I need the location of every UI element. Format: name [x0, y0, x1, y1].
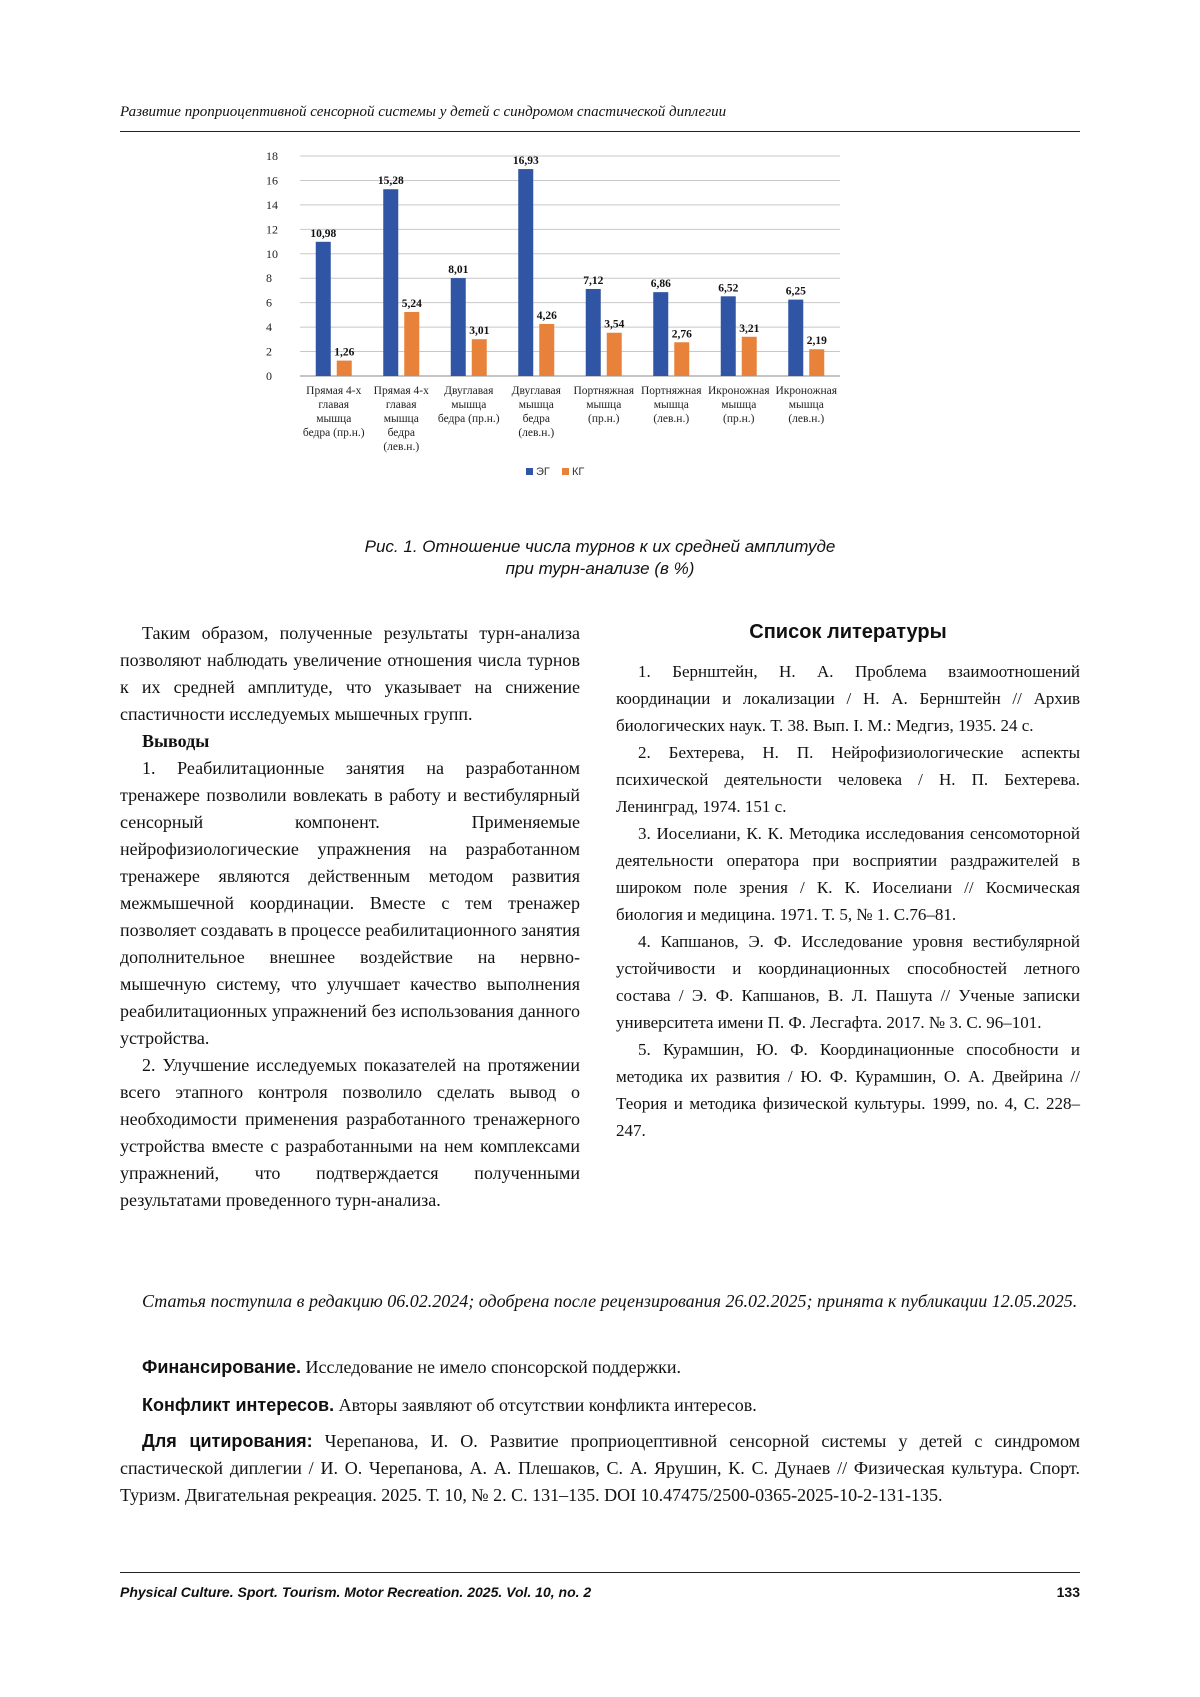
x-tick-label: Прямая 4-х	[306, 385, 362, 397]
y-tick-label: 4	[266, 320, 272, 335]
x-tick-label: Икроножная	[775, 385, 838, 397]
funding-text: Исследование не имело спонсорской поддержки.	[301, 1357, 681, 1377]
x-tick-label: мышца	[316, 413, 352, 425]
citation-statement	[120, 1428, 1080, 1509]
x-tick-label: (лев.н.)	[383, 441, 420, 453]
citation-text: Черепанова, И. О. Развитие проприоцептивной сенсорной системы у детей с синдромом спастической диплегии / И. О. Черепанова, А. А. Плешаков, С. А. Ярушин, К. С. Дунаев // Физическая культура. Спорт. Туризм. Двигательная рекреация. 2025. Т. 10, № 2. С. 131–135. DOI 10.47475/2500-0365-2025-10-2-131-135.	[120, 1431, 1081, 1505]
header-rule	[120, 131, 1080, 132]
x-tick-label: бедра	[387, 427, 415, 439]
y-tick-label: 0	[266, 369, 272, 383]
y-tick-label: 16	[266, 173, 278, 188]
article-dates: Статья поступила в редакцию 06.02.2024; одобрена после рецензирования 26.02.2025; принята к публикации 12.05.2025.	[142, 1291, 1078, 1311]
caption-line-1: Рис. 1. Отношение числа турнов к их средней амплитуде	[364, 537, 836, 556]
data-label: 5,24	[401, 297, 422, 310]
legend-label: КГ	[572, 466, 585, 478]
data-label: 3,01	[469, 325, 490, 338]
bar-eg	[721, 296, 736, 376]
reference-item: 5. Курамшин, Ю. Ф. Координационные способности и методика их развития / Ю. Ф. Курамшин, О. А. Двейрина // Теория и методика физической культуры. 1999, no. 4, С. 228–247.	[616, 1040, 1080, 1140]
bar-kg	[809, 349, 824, 376]
bar-eg	[653, 292, 668, 376]
data-label: 1,26	[334, 346, 355, 359]
bar-eg	[586, 289, 601, 376]
bar-eg	[788, 300, 803, 376]
data-label: 10,98	[310, 227, 337, 240]
x-tick-label: бедра (пр.н.)	[437, 413, 500, 425]
x-tick-label: главая	[385, 399, 417, 411]
x-tick-label: мышца	[518, 399, 554, 411]
caption-line-2: при турн-анализе (в %)	[505, 559, 695, 578]
x-tick-label: мышца	[653, 399, 689, 411]
bar-kg	[539, 324, 554, 376]
y-tick-label: 14	[266, 197, 278, 212]
data-label: 2,76	[671, 328, 692, 341]
x-tick-label: Прямая 4-х	[373, 385, 429, 397]
footer-journal: Physical Culture. Sport. Tourism. Motor Recreation. 2025. Vol. 10, no. 2	[120, 1584, 592, 1600]
x-tick-label: (лев.н.)	[788, 413, 825, 425]
x-tick-label: (лев.н.)	[653, 413, 690, 425]
funding-label: Финансирование.	[142, 1357, 302, 1377]
data-label: 16,93	[512, 155, 539, 168]
page-number: 133	[1056, 1584, 1080, 1600]
bar-eg	[518, 169, 533, 376]
x-tick-label: мышца	[586, 399, 622, 411]
x-tick-label: мышца	[788, 399, 824, 411]
data-label: 3,54	[604, 318, 625, 331]
x-tick-label: главая	[318, 399, 350, 411]
legend-swatch	[562, 468, 569, 475]
bar-kg	[674, 342, 689, 376]
reference-item: 2. Бехтерева, Н. П. Нейрофизиологические аспекты психической деятельности человека / Н. П. Бехтерева. Ленинград, 1974. 151 с.	[616, 743, 1080, 816]
conclusion-1: 1. Реабилитационные занятия на разработанном тренажере позволили вовлекать в работу и вестибулярный сенсорный компонент. Применяемые нейрофизиологические упражнения на разработанном тренажере являются действенным методом развития межмышечной координации. Вместе с тем тренажер позволяет создавать в процессе реабилитационного занятия дополнительное внешнее воздействие на нервно-мышечную систему, что улучшает качество выполнения реабилитационных упражнений без использования данного устройства.	[120, 758, 580, 1048]
bar-eg	[451, 278, 466, 376]
citation-label: Для цитирования:	[142, 1431, 313, 1451]
data-label: 6,86	[650, 278, 671, 291]
data-label: 8,01	[448, 264, 469, 277]
conflict-statement	[120, 1392, 1080, 1419]
bar-kg	[404, 312, 419, 376]
legend-swatch	[526, 468, 533, 475]
bar-kg	[742, 337, 757, 376]
x-tick-label: бедра (пр.н.)	[302, 427, 365, 439]
x-tick-label: мышца	[451, 399, 487, 411]
reference-item: 4. Капшанов, Э. Ф. Исследование уровня вестибулярной устойчивости и координационных способностей летного состава / Э. Ф. Капшанов, В. Л. Пашута // Ученые записки университета имени П. Ф. Лесгафта. 2017. № 3. С. 96–101.	[616, 932, 1080, 1032]
data-label: 3,21	[739, 322, 760, 335]
reference-item: 3. Иоселиани, К. К. Методика исследования сенсомоторной деятельности оператора при восприятии раздражителей в широком поле зрения / К. К. Иоселиани // Космическая биология и медицина. 1971. Т. 5, № 1. С.76–81.	[616, 824, 1080, 924]
conflict-text: Авторы заявляют об отсутствии конфликта интересов.	[334, 1395, 757, 1415]
bar-chart	[260, 150, 940, 530]
y-tick-label: 6	[266, 295, 272, 310]
y-tick-label: 10	[266, 246, 278, 261]
x-tick-label: Двуглавая	[511, 385, 561, 397]
data-label: 15,28	[377, 175, 404, 188]
x-tick-label: Портняжная	[573, 385, 635, 397]
y-tick-label: 18	[266, 150, 278, 163]
x-tick-label: мышца	[721, 399, 757, 411]
intro-paragraph: Таким образом, полученные результаты турн-анализа позволяют наблюдать увеличение отношения числа турнов к их средней амплитуде, что указывает на снижение спастичности исследуемых мышечных групп.	[120, 623, 580, 724]
bar-kg	[472, 339, 487, 376]
left-column	[120, 620, 580, 1214]
conclusions-heading: Выводы	[142, 731, 210, 751]
data-label: 6,52	[718, 282, 739, 295]
x-tick-label: Икроножная	[707, 385, 770, 397]
bar-kg	[337, 361, 352, 376]
data-label: 2,19	[806, 335, 827, 348]
references-heading: Список литературы	[749, 621, 947, 643]
right-column	[616, 620, 1080, 1144]
x-tick-label: (пр.н.)	[588, 413, 620, 425]
footer-rule	[120, 1572, 1080, 1573]
legend-label: ЭГ	[536, 466, 550, 478]
figure-caption	[250, 536, 950, 580]
y-tick-label: 12	[266, 222, 278, 237]
data-label: 7,12	[583, 274, 604, 287]
x-tick-label: (лев.н.)	[518, 427, 555, 439]
reference-item: 1. Бернштейн, Н. А. Проблема взаимоотношений координации и локализации / Н. А. Бернштейн // Архив биологических наук. Т. 38. Вып. I. М.: Медгиз, 1935. 24 с.	[616, 662, 1080, 735]
x-tick-label: мышца	[383, 413, 419, 425]
x-tick-label: бедра	[522, 413, 550, 425]
x-tick-label: Портняжная	[640, 385, 702, 397]
x-tick-label: (пр.н.)	[723, 413, 755, 425]
funding-statement	[120, 1354, 1080, 1381]
bar-eg	[383, 189, 398, 376]
conclusion-2: 2. Улучшение исследуемых показателей на протяжении всего этапного контроля позволило сделать вывод о необходимости применения разработанного тренажерного устройства вместе с разработанными на нем комплексами упражнений, что подтверждается полученными результатами проведенного турн-анализа.	[120, 1055, 580, 1210]
references-list	[616, 658, 1080, 1144]
conflict-label: Конфликт интересов.	[142, 1395, 335, 1415]
y-tick-label: 2	[266, 344, 272, 359]
bar-kg	[607, 333, 622, 376]
bar-eg	[316, 242, 331, 376]
data-label: 6,25	[785, 285, 806, 298]
y-tick-label: 8	[266, 271, 272, 286]
running-head: Развитие проприоцептивной сенсорной системы у детей с синдромом спастической диплегии	[120, 104, 727, 120]
x-tick-label: Двуглавая	[444, 385, 494, 397]
data-label: 4,26	[536, 309, 557, 322]
